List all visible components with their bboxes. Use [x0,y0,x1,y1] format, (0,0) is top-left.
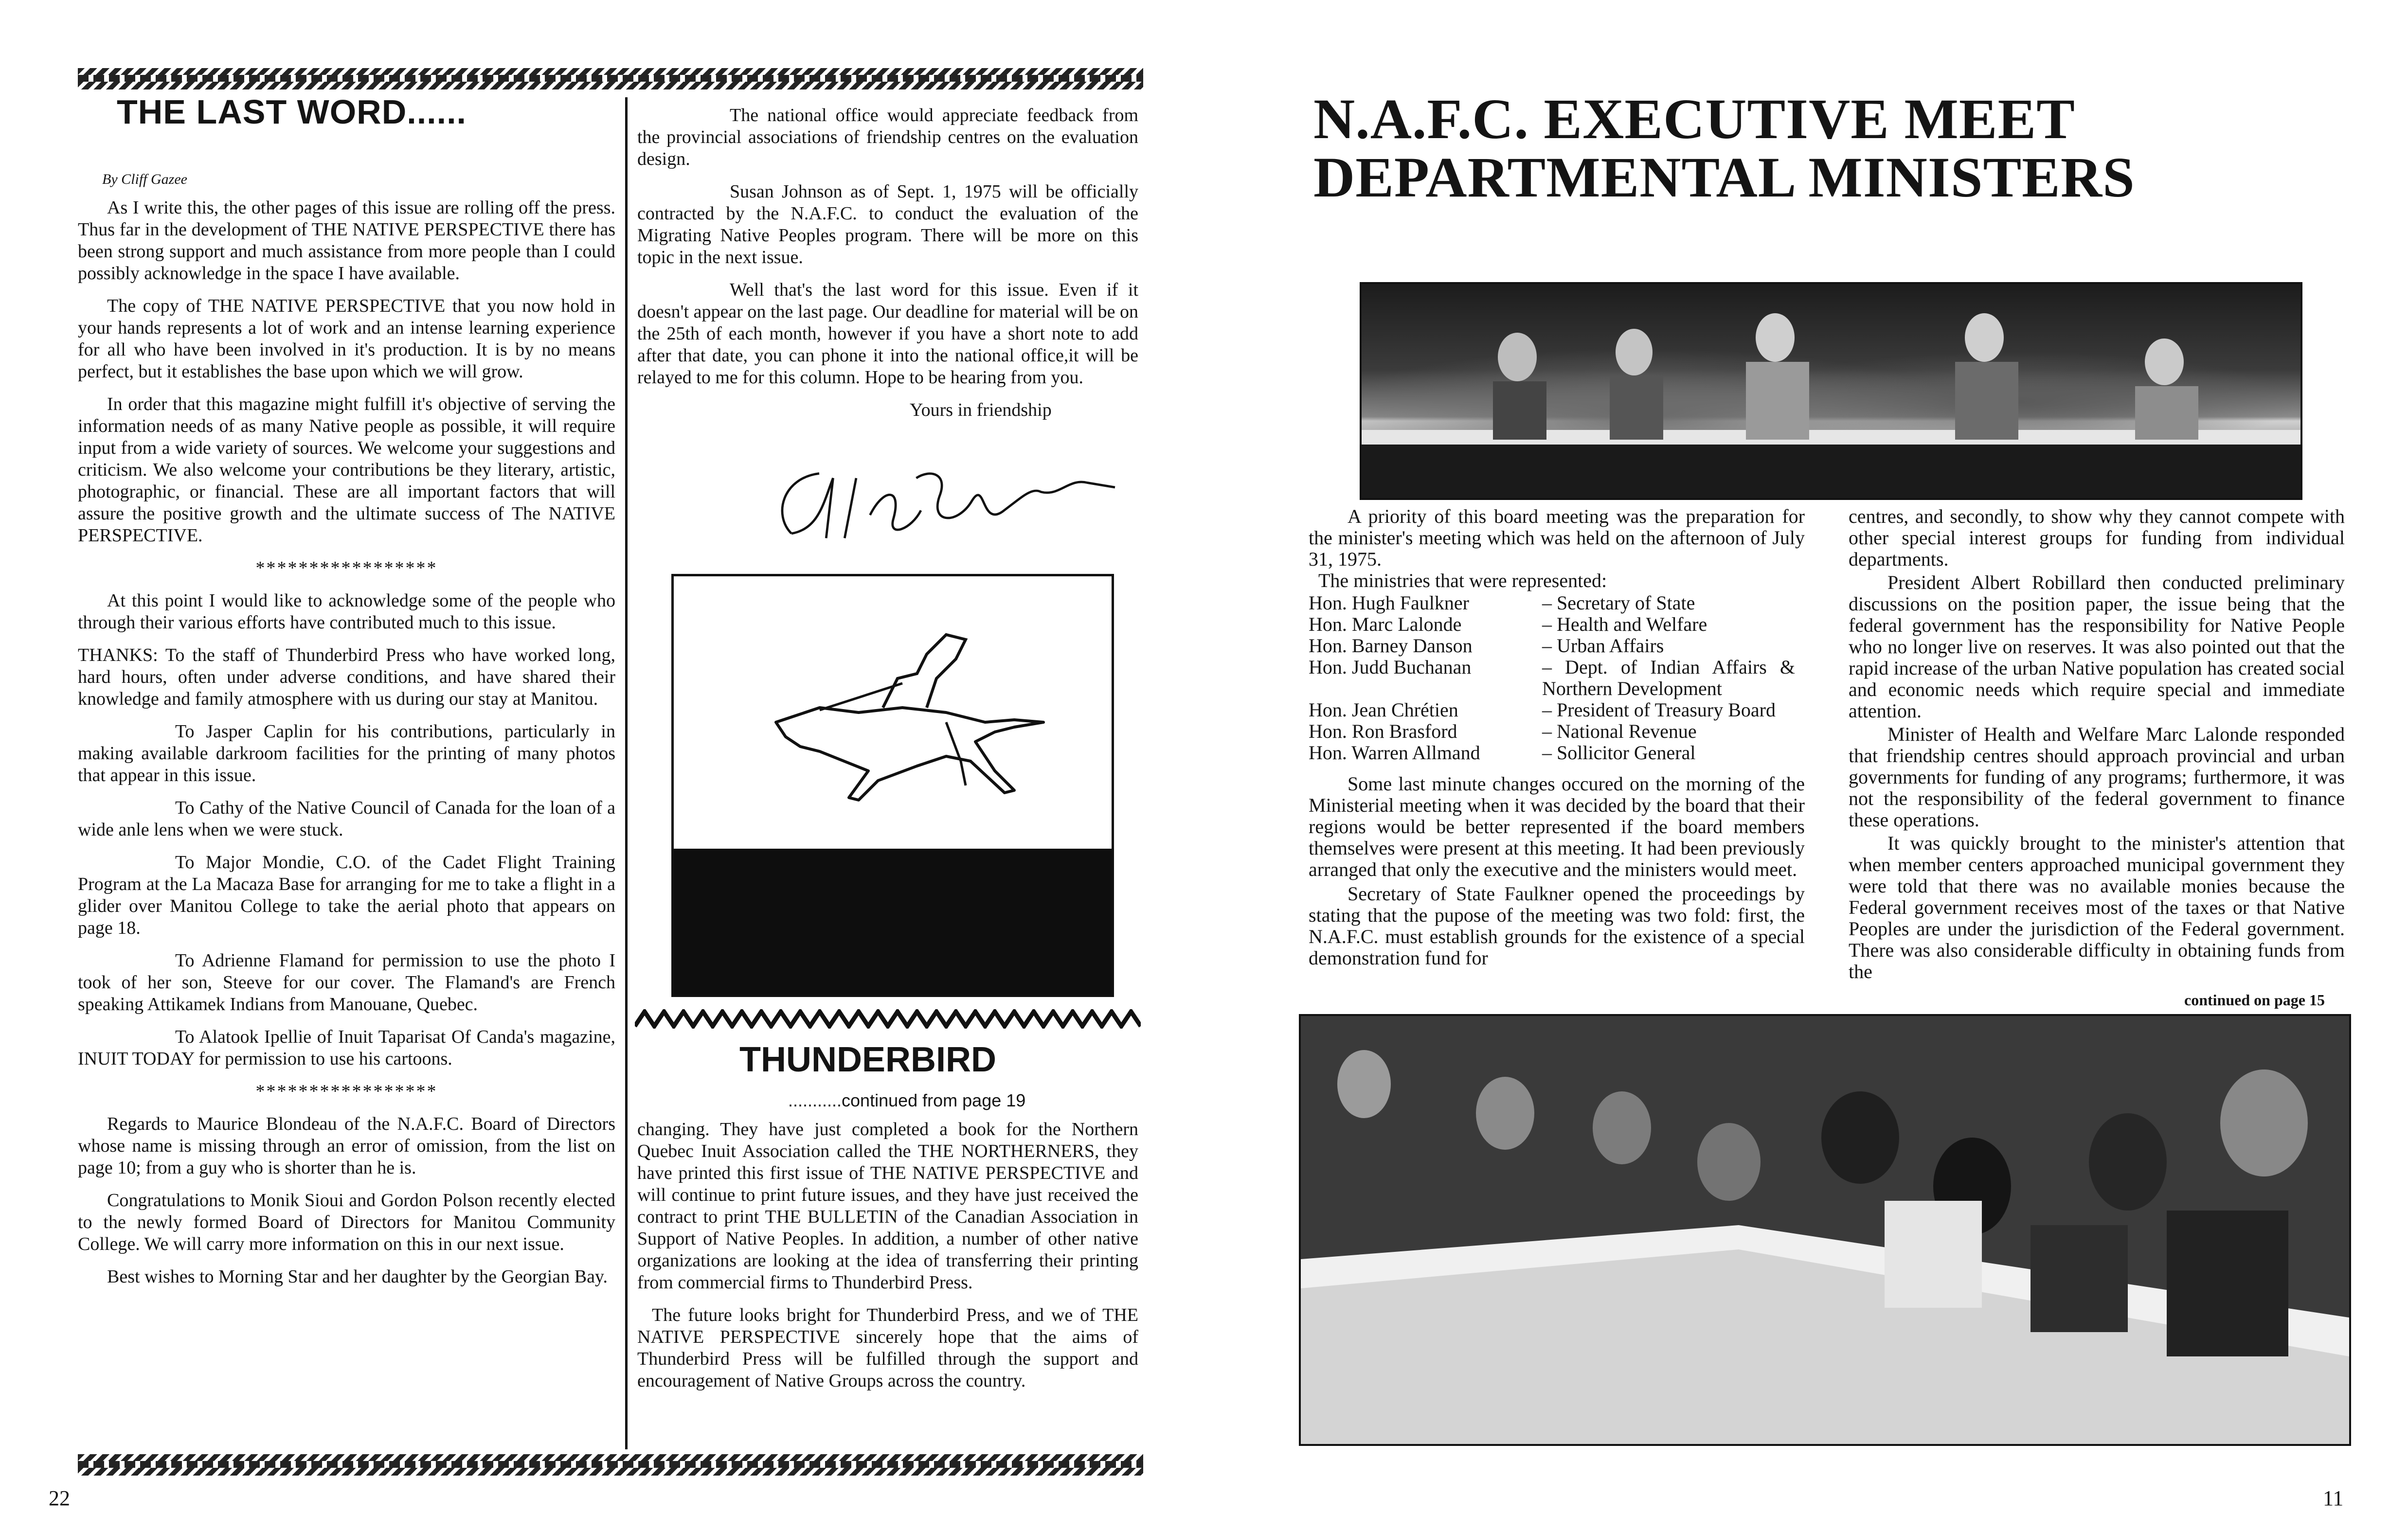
paragraph: President Albert Robillard then conducted preliminary discussions on the position paper, the issue being that the federal government has the responsibility for Native People who no longer live on reserves. It was also pointed out that the rapid increase of the urban Native population has created social and economic needs which require special and immediate attention. [1849,571,2345,722]
table-row: Hon. Barney Danson – Urban Affairs [1309,635,1664,657]
closing: Yours in friendship [910,400,1052,420]
thunderbird-column [637,1119,1138,1403]
continued-from-note: ...........continued from page 19 [788,1090,1026,1110]
headline [1313,87,2238,209]
paragraph: The copy of THE NATIVE PERSPECTIVE that you now hold in your hands represents a lot of work and an intense learning experience for all who have been involved in it's production. It is by no means perfect, but it establishes the base upon which we will grow. [78,296,615,382]
table-row: Hon. Jean Chrétien – President of Treasury Board [1309,699,1776,721]
column-divider [625,97,628,1449]
paragraph: A priority of this board meeting was the preparation for the minister's meeting which was held on the afternoon of July 31, 1975. [1309,505,1805,570]
separator-stars: ***************** [255,1081,438,1102]
table-row: Hon. Ron Brasford – National Revenue [1309,720,1697,742]
paragraph: THANKS: To the staff of Thunderbird Press who have worked long, hard hours, often under adverse conditions, and have shared their knowledge and family atmosphere with us during our stay at Manitou. [78,645,615,709]
table-row: Hon. Marc Lalonde – Health and Welfare [1309,613,1707,635]
paragraph: The ministries that were represented: [1318,570,1607,591]
paragraph: centres, and secondly, to show why they cannot compete with other special interest groups for funding from individual departments. [1849,505,2345,570]
thunderbird-title: THUNDERBIRD [739,1040,996,1079]
paragraph: Susan Johnson as of Sept. 1, 1975 will be officially contracted by the N.A.F.C. to conduct the evaluation of the Migrating Native Peoples program. There will be more on this topic in the next issue. [637,181,1138,267]
table-row: Hon. Hugh Faulkner – Secretary of State [1309,592,1695,614]
headline-line-2: DEPARTMENTAL MINISTERS [1313,145,2135,209]
paragraph: In order that this magazine might fulfill it's objective of serving the information needs of as many Native people as possible, it will require input from a wide variety of sources. We welcome your suggestions and criticism. We also welcome your contributions be they literary, artistic, photographic, or financial. These are all important factors that will assure the positive growth and the ultimate success of The NATIVE PERSPECTIVE. [78,394,615,546]
article-column-2 [1849,506,2345,982]
logo-black-band [674,849,1112,995]
paragraph: As I write this, the other pages of this issue are rolling off the press. Thus far in the development of THE NATIVE PERSPECTIVE there has been strong support and much assistance from more people than I could possibly acknowledge in the space I have available. [78,197,615,284]
thunderbird-press-logo [671,574,1114,997]
bottom-decorative-border-left [78,1454,1143,1476]
paragraph: To Adrienne Flamand for permission to use the photo I took of her son, Steeve for our cover. The Flamand's are French speaking Attikamek Indians from Manouane, Quebec. [78,950,615,1015]
ministers-meeting-photo [1360,282,2302,500]
paragraph: The national office would appreciate feedback from the provincial associations of friendship centres on the evaluation design. [637,105,1138,169]
separator-stars: ***************** [255,558,438,578]
table-row: Hon. Judd Buchanan – Dept. of Indian Affairs & Northern Development [1309,656,1795,699]
board-meeting-photo [1299,1014,2351,1446]
paragraph: At this point I would like to acknowledge some of the people who through their various efforts have contributed much to this issue. [78,590,615,633]
paragraph: Minister of Health and Welfare Marc Lalonde responded that friendship centres should approach provincial and urban governments for funding of any programs; furthermore, it was not the responsibility of the federal government to finance these operations. [1849,723,2345,831]
last-word-title: THE LAST WORD...... [117,93,467,131]
last-word-column-2 [637,105,1138,432]
paragraph: Best wishes to Morning Star and her daughter by the Georgian Bay. [107,1266,608,1287]
horse-and-rider-icon [674,576,1112,849]
paragraph: To Major Mondie, C.O. of the Cadet Flight Training Program at the La Macaza Base for arranging for me to take a flight in a glider over Manitou College to take the aerial photo that appears on page 18. [78,852,615,938]
zigzag-divider [635,1009,1141,1029]
signature [764,460,1133,552]
page-number-right: 11 [2323,1486,2344,1510]
paragraph: To Alatook Ipellie of Inuit Taparisat Of Canda's magazine, INUIT TODAY for permission to use his cartoons. [78,1027,615,1069]
top-decorative-border-left [78,68,1143,89]
paragraph: Regards to Maurice Blondeau of the N.A.F.C. Board of Directors whose name is missing through an error of omission, from the list on page 10; from a guy who is shorter than he is. [78,1114,615,1178]
paragraph: Secretary of State Faulkner opened the proceedings by stating that the pupose of the meeting was two fold: first, the N.A.F.C. must establish grounds for the existence of a special demonstration fund for [1309,883,1805,969]
paragraph: Congratulations to Monik Sioui and Gordon Polson recently elected to the newly formed Board of Directors for Manitou Community College. We will carry more information on this in our next issue. [78,1190,615,1254]
paragraph: The future looks bright for Thunderbird Press, and we of THE NATIVE PERSPECTIVE sincerely hope that the aims of Thunderbird Press will be fulfilled through the support and encouragement of Native Groups across the country. [637,1305,1138,1391]
byline: By Cliff Gazee [102,171,187,187]
paragraph: Some last minute changes occured on the morning of the Ministerial meeting when it was decided by the board that their regions would be better represented if the board members themselves were present at this meeting. It had been previously arranged that only the executive and the ministers would meet. [1309,773,1805,880]
table-row: Hon. Warren Allmand – Sollicitor General [1309,742,1696,764]
paragraph: changing. They have just completed a book for the Northern Quebec Inuit Association called the THE NORTHERNERS, they have printed this first issue of THE NATIVE PERSPECTIVE and will continue to print future issues, and they have just received the contract to print THE BULLETIN of the Canadian Association in Support of Native Peoples. In addition, a number of other native organizations are looking at the idea of transferring their printing from commercial firms to Thunderbird Press. [637,1119,1138,1293]
headline-line-1: N.A.F.C. EXECUTIVE MEET [1313,87,2075,151]
paragraph: Well that's the last word for this issue. Even if it doesn't appear on the last page. Our deadline for material will be on the 25th of each month, however if you have a short note to add after that date, you can phone it into the national office,it will be relayed to me for this column. Hope to be hearing from you. [637,280,1138,388]
paragraph: It was quickly brought to the minister's attention that when member centers approached municipal government they were told that there was no available monies because the Federal government receives most of the taxes or that Native Peoples are under the jurisdiction of the Federal government. There was also considerable difficulty in obtaining funds from the [1849,832,2345,982]
continued-on-note: continued on page 15 [2184,991,2325,1009]
last-word-column-1 [78,197,615,1299]
page-number-left: 22 [49,1486,70,1510]
article-column-1 [1309,506,1805,980]
paragraph: To Jasper Caplin for his contributions, particularly in making available darkroom facilities for the printing of many photos that appear in this issue. [78,721,615,785]
paragraph: To Cathy of the Native Council of Canada for the loan of a wide anle lens when we were stuck. [78,798,615,840]
ministers-table [1309,592,1795,764]
